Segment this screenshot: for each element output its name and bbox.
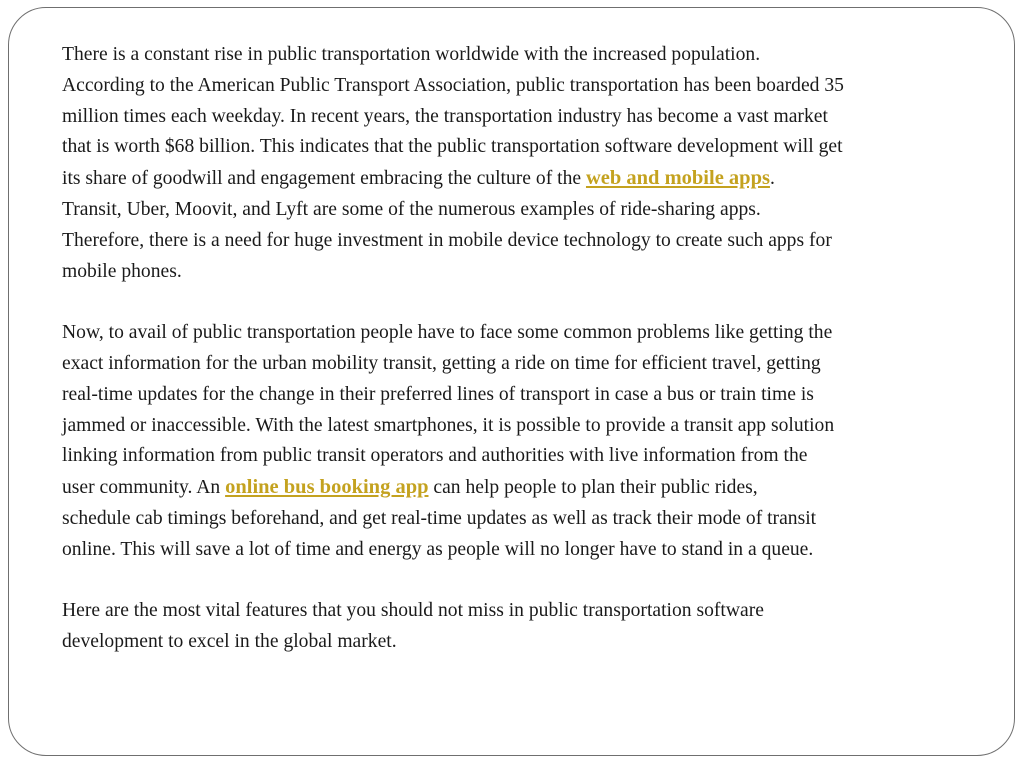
text-line: jammed or inaccessible. With the latest smartphones, it is possible to provide a transit app solution bbox=[62, 414, 835, 436]
paragraph-spacer bbox=[62, 287, 992, 318]
text-line: There is a constant rise in public transportation worldwide with the increased population. bbox=[62, 44, 761, 65]
text-line: million times each weekday. In recent years, the transportation industry has become a vast market bbox=[62, 105, 828, 127]
text-segment: . bbox=[769, 168, 775, 190]
text-line bbox=[62, 163, 992, 195]
web-and-mobile-apps-link[interactable]: web and mobile apps bbox=[585, 167, 770, 190]
text-line: Here are the most vital features that you should not miss in public transportation software bbox=[62, 600, 764, 622]
paragraph-features-intro bbox=[62, 596, 992, 658]
text-segment: can help people to plan their public rides, bbox=[428, 477, 758, 499]
text-line: schedule cab timings beforehand, and get real-time updates as well as track their mode of transit bbox=[62, 507, 817, 529]
text-line: exact information for the urban mobility transit, getting a ride on time for efficient travel, getting bbox=[62, 352, 821, 374]
text-line: that is worth $68 billion. This indicates that the public transportation software development will get bbox=[62, 136, 843, 158]
text-line: online. This will save a lot of time and energy as people will no longer have to stand in a queue. bbox=[62, 538, 814, 560]
text-line: Therefore, there is a need for huge investment in mobile device technology to create such apps for bbox=[62, 229, 832, 251]
text-line: development to excel in the global market. bbox=[62, 631, 397, 653]
text-segment: user community. An bbox=[62, 477, 226, 499]
text-line: Now, to avail of public transportation people have to face some common problems like getting the bbox=[62, 322, 833, 344]
text-line: mobile phones. bbox=[62, 260, 182, 282]
text-segment: its share of goodwill and engagement embracing the culture of the bbox=[62, 168, 586, 190]
text-line: Transit, Uber, Moovit, and Lyft are some of the numerous examples of ride-sharing apps. bbox=[62, 198, 761, 220]
text-line: linking information from public transit operators and authorities with live information from the bbox=[62, 445, 808, 467]
paragraph-intro bbox=[62, 40, 992, 287]
paragraph-problems bbox=[62, 318, 992, 565]
online-bus-booking-app-link[interactable]: online bus booking app bbox=[225, 476, 429, 499]
slide-content bbox=[62, 40, 992, 658]
paragraph-spacer bbox=[62, 566, 992, 597]
text-line: According to the American Public Transport Association, public transportation has been boarded 35 bbox=[62, 74, 844, 96]
text-line: real-time updates for the change in their preferred lines of transport in case a bus or train time is bbox=[62, 383, 814, 405]
text-line bbox=[62, 472, 992, 504]
